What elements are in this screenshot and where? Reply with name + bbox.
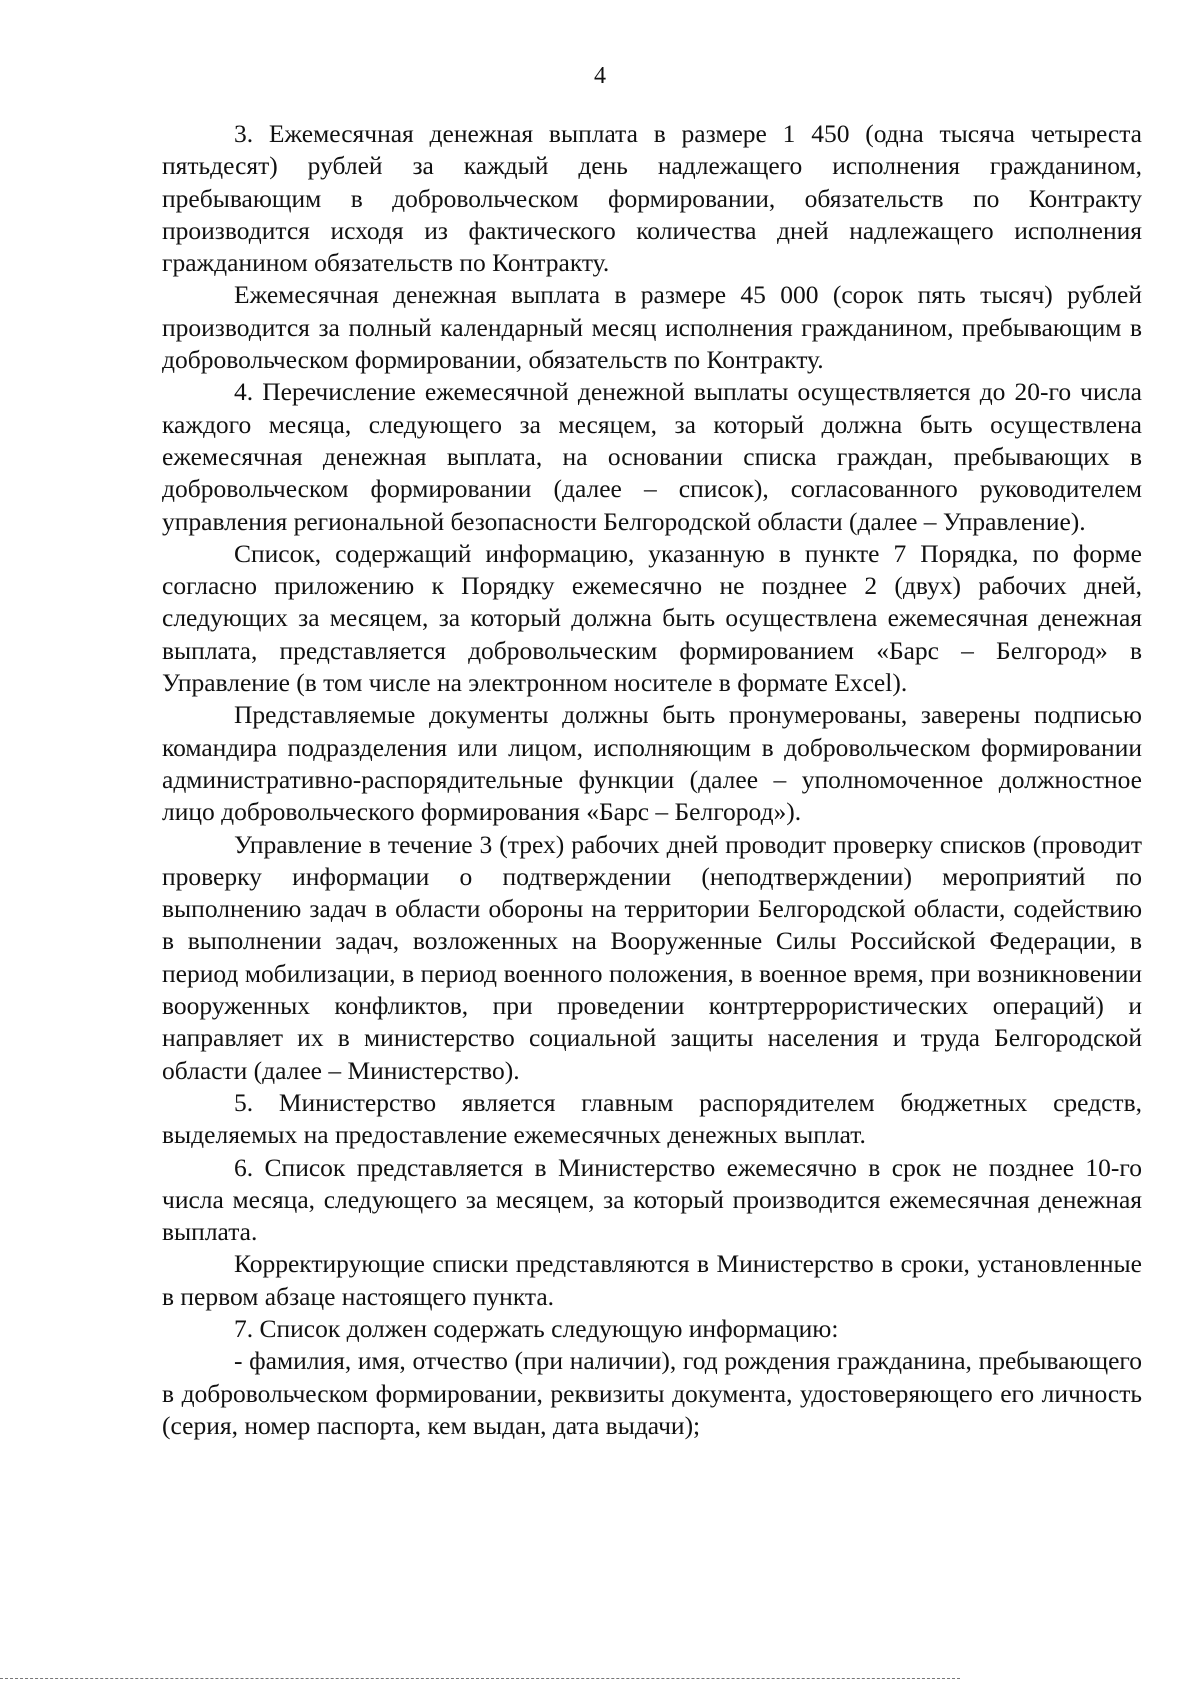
paragraph-fixed-payment: Ежемесячная денежная выплата в размере 45 000 (сорок пять тысяч) рублей производится за полный календарный месяц исполнения гражданином, пребывающим в добровольческом формировании, обязательств по Контракту. bbox=[162, 280, 1142, 375]
paragraph-management-check: Управление в течение 3 (трех) рабочих дней проводит проверку списков (проводит проверку информации о подтверждении (неподтверждении) мероприятий по выполнению задач в области обороны на территории Белгородской области, содействию в выполнении задач, возложенных на Вооруженные Силы Российской Федерации, в период мобилизации, в период военного положения, в военное время, при возникновении вооруженных конфликтов, при проведении контртеррористических операций) и направляет их в министерство социальной защиты населения и труда Белгородской области (далее – Министерство). bbox=[162, 829, 1142, 1085]
document-body bbox=[162, 118, 1142, 1442]
paragraph-item-7: 7. Список должен содержать следующую информацию: bbox=[234, 1313, 839, 1343]
paragraph-list-submission: Список, содержащий информацию, указанную в пункте 7 Порядка, по форме согласно приложению к Порядку ежемесячно не позднее 2 (двух) рабочих дней, следующих за месяцем, за который должна быть осуществлена ежемесячная денежная выплата, представляется добровольческим формированием «Барс – Белгород» в Управление (в том числе на электронном носителе в формате Excel). bbox=[162, 538, 1142, 698]
paragraph-list-field-name: - фамилия, имя, отчество (при наличии), год рождения гражданина, пребывающего в добровольческом формировании, реквизиты документа, удостоверяющего его личность (серия, номер паспорта, кем выдан, дата выдачи); bbox=[162, 1346, 1142, 1440]
paragraph-item-3: 3. Ежемесячная денежная выплата в размере 1 450 (одна тысяча четыреста пятьдесят) рублей за каждый день надлежащего исполнения гражданином, пребывающим в добровольческом формировании, обязательств по Контракту производится исходя из фактического количества дней надлежащего исполнения гражданином обязательств по Контракту. bbox=[162, 119, 1142, 278]
paragraph-documents-certification: Представляемые документы должны быть пронумерованы, заверены подписью командира подразделения или лицом, исполняющим в добровольческом формировании административно-распорядительные функции (далее – уполномоченное должностное лицо добровольческого формирования «Барс – Белгород»). bbox=[162, 700, 1142, 827]
bottom-divider bbox=[0, 1678, 960, 1679]
paragraph-item-5: 5. Министерство является главным распорядителем бюджетных средств, выделяемых на предоставление ежемесячных денежных выплат. bbox=[162, 1087, 1142, 1150]
paragraph-item-6: 6. Список представляется в Министерство ежемесячно в срок не позднее 10-го числа месяца, следующего за месяцем, за который производится ежемесячная денежная выплата. bbox=[162, 1152, 1142, 1247]
paragraph-item-4: 4. Перечисление ежемесячной денежной выплаты осуществляется до 20-го числа каждого месяца, следующего за месяцем, за который должна быть осуществлена ежемесячная денежная выплата, на основании списка граждан, пребывающих в добровольческом формировании (далее – список), согласованного руководителем управления региональной безопасности Белгородской области (далее – Управление). bbox=[162, 377, 1142, 536]
page-number: 4 bbox=[594, 63, 606, 89]
paragraph-corrective-lists: Корректирующие списки представляются в Министерство в сроки, установленные в первом абзаце настоящего пункта. bbox=[162, 1249, 1142, 1311]
